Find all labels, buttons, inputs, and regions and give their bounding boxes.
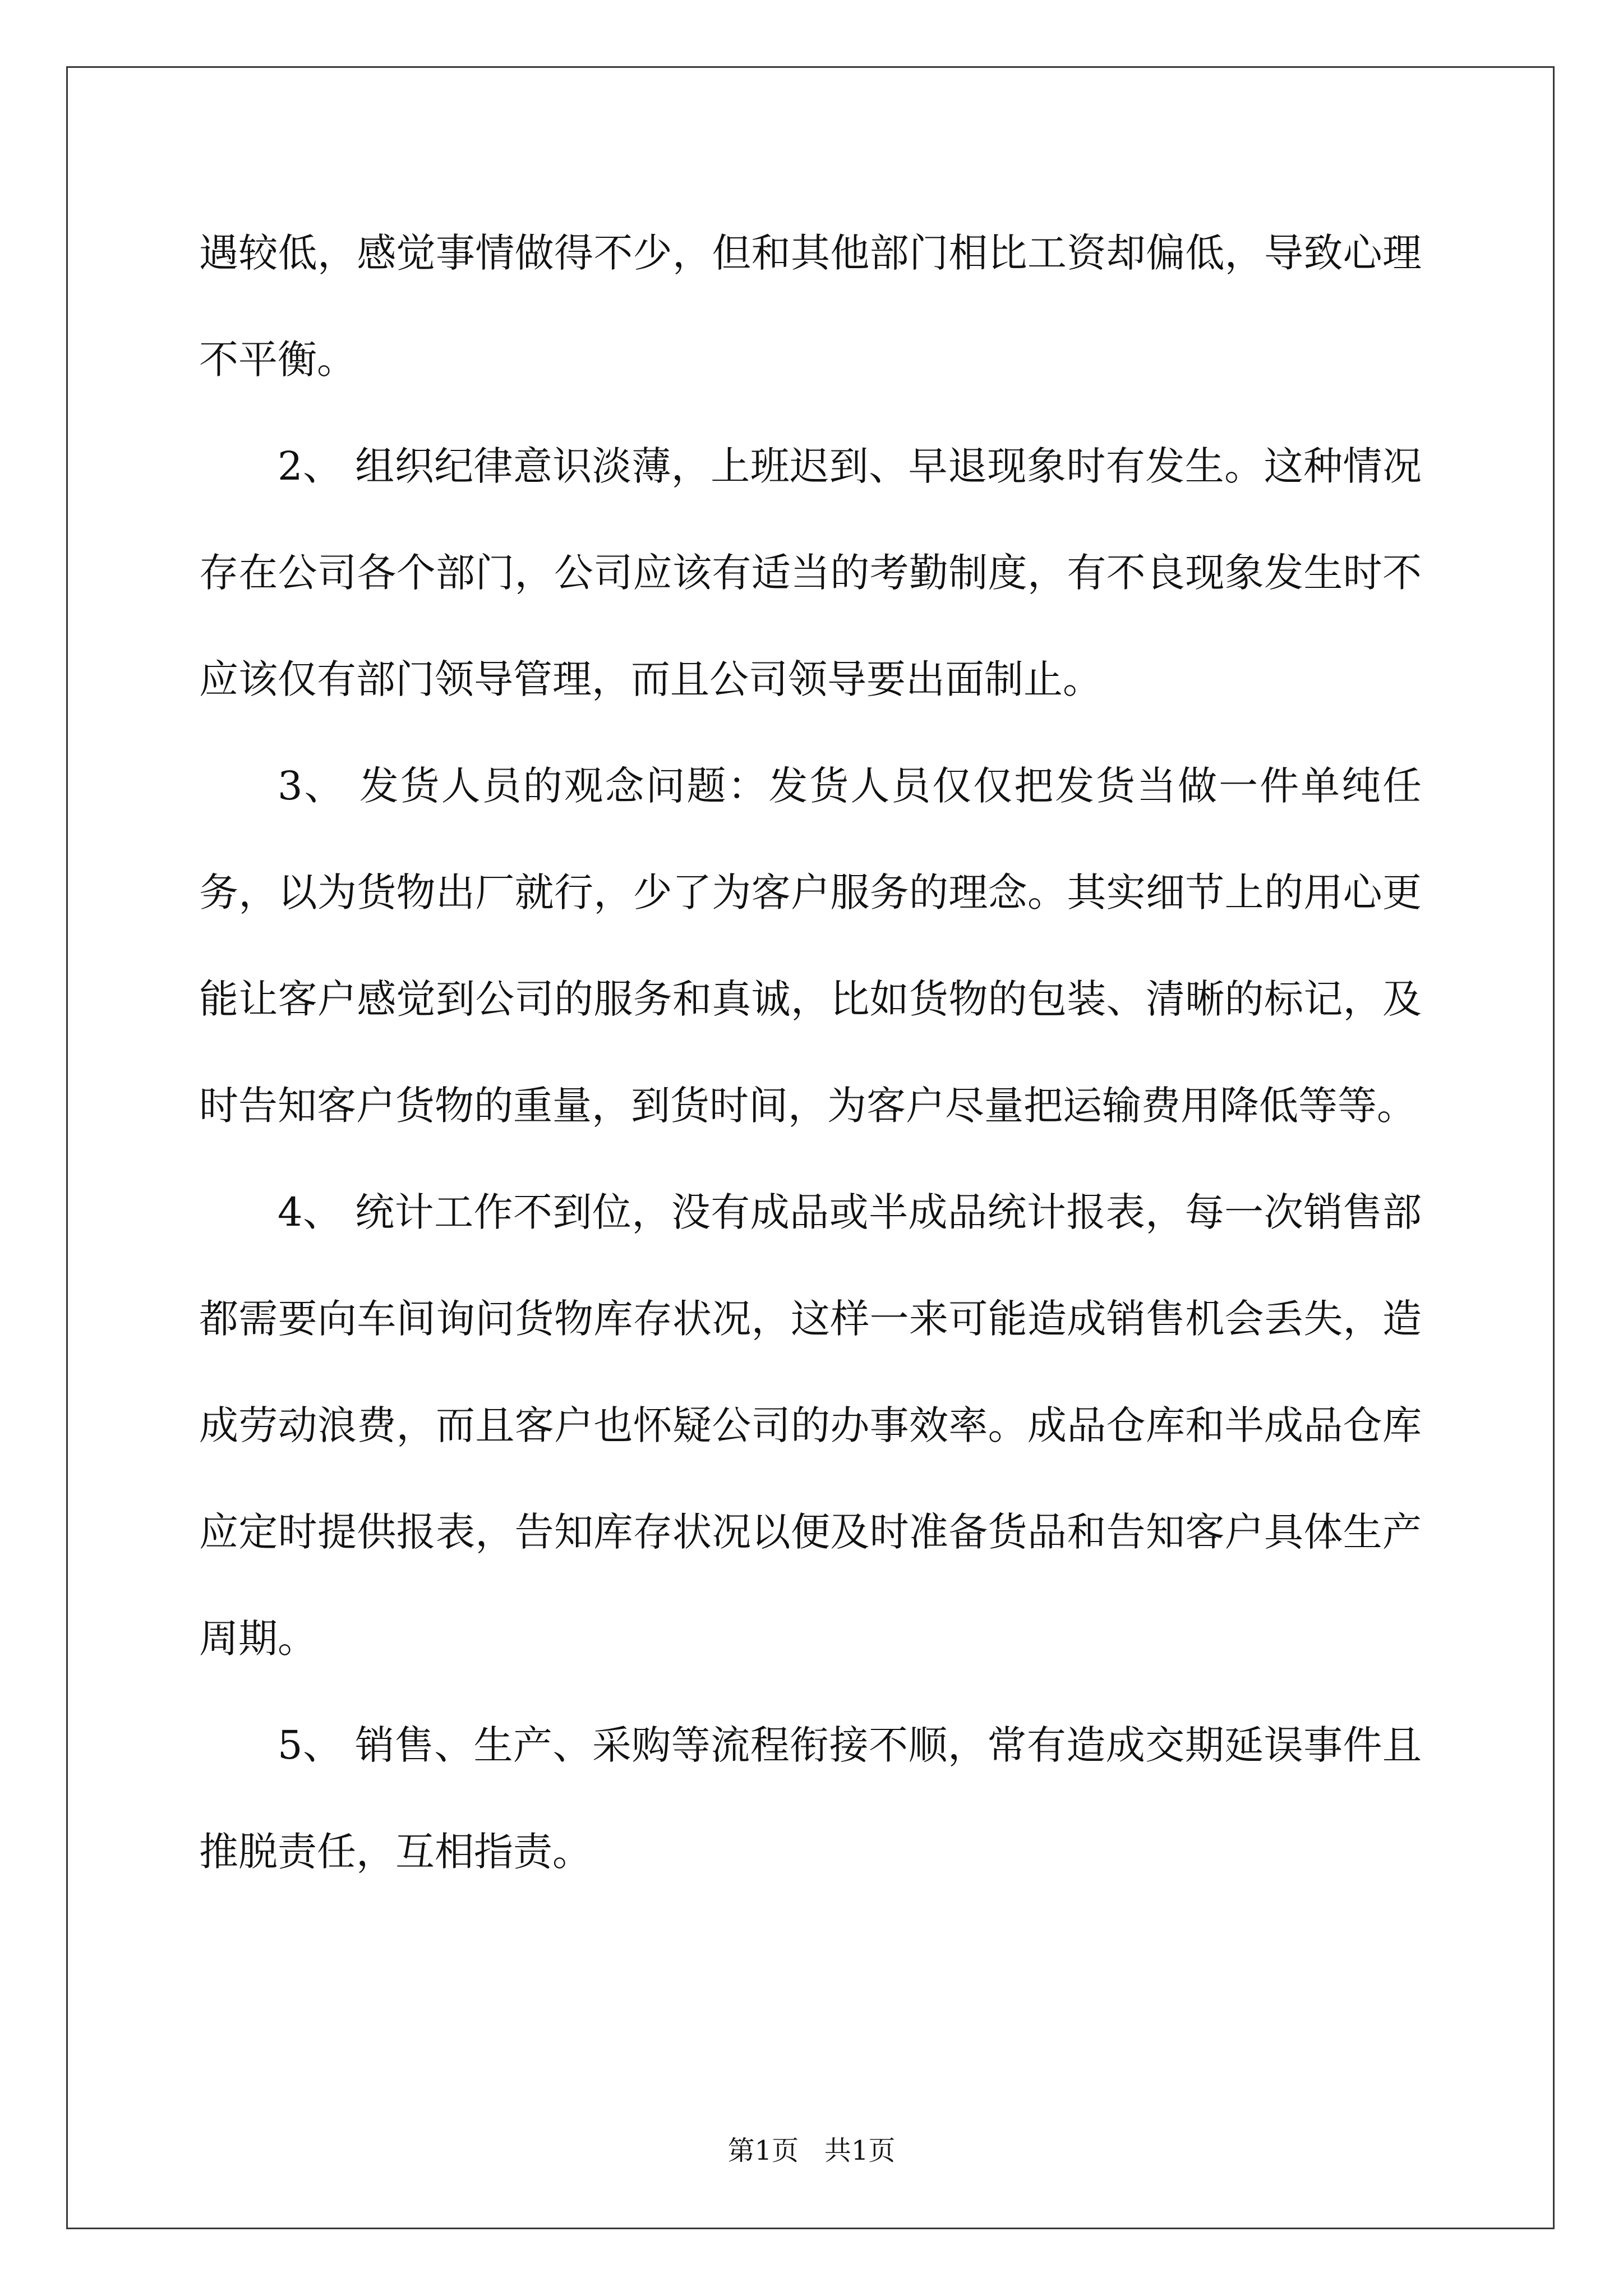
page-total: 共1页 [824,2135,896,2166]
paragraph-5: 5、 销售、生产、采购等流程衔接不顺，常有造成交期延误事件且推脱责任，互相指责。 [199,1722,1422,1875]
paragraph-3: 3、 发货人员的观念问题：发货人员仅仅把发货当做一件单纯任务，以为货物出厂就行，少了为客户服务的理念。其实细节上的用心更能让客户感觉到公司的服务和真诚，比如货物的包装、清晰的标记，及时告知客户货物的重量，到货时间，为客户尽量把运输费用降低等等。 [199,763,1422,1129]
paragraph-4: 4、 统计工作不到位，没有成品或半成品统计报表，每一次销售部都需要向车间询问货物库存状况，这样一来可能造成销售机会丢失，造成劳动浪费，而且客户也怀疑公司的办事效率。成品仓库和半成品仓库应定时提供报表，告知库存状况以便及时准备货品和告知客户具体生产周期。 [199,1189,1422,1662]
document-body [199,200,1422,1905]
paragraph-2: 2、 组织纪律意识淡薄，上班迟到、早退现象时有发生。这种情况存在公司各个部门，公司应该有适当的考勤制度，有不良现象发生时不应该仅有部门领导管理，而且公司领导要出面制止。 [199,443,1422,702]
paragraph-1: 遇较低，感觉事情做得不少，但和其他部门相比工资却偏低，导致心理不平衡。 [199,230,1422,383]
page-footer [0,2129,1623,2168]
page-number: 第1页 [727,2135,799,2166]
